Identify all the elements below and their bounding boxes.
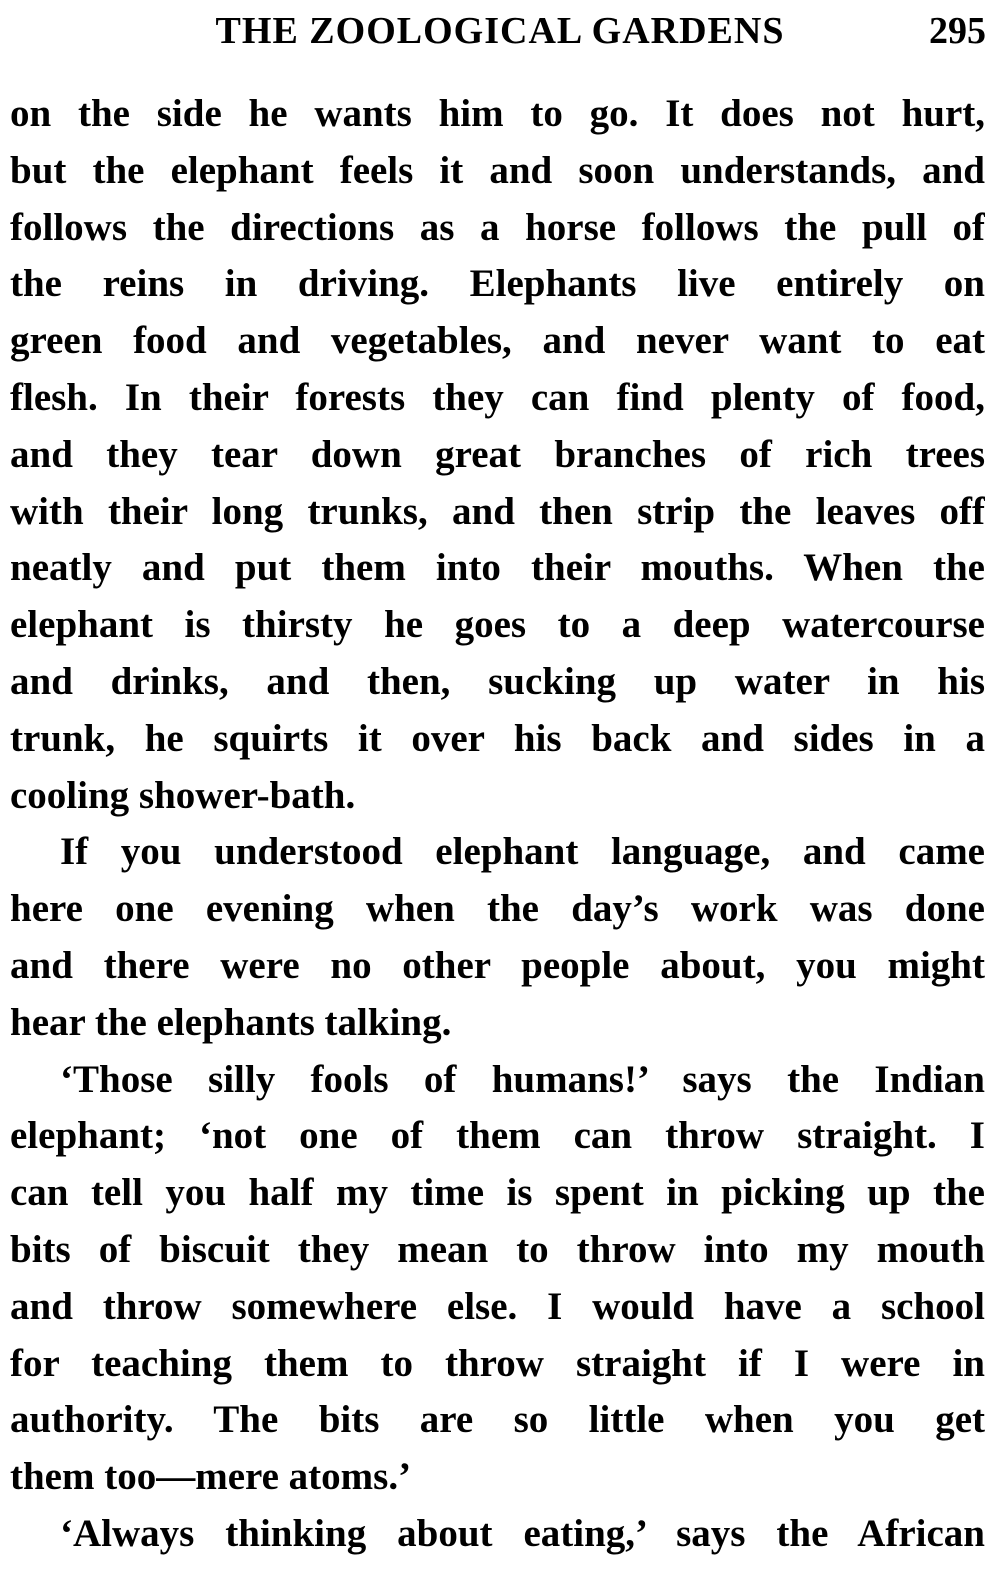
- text-line: but the elephant feels it and soon understands, and: [10, 148, 985, 192]
- text-line: cooling shower-bath.: [10, 773, 356, 817]
- page-number: 295: [929, 10, 986, 52]
- text-line: flesh. In their forests they can find plenty of food,: [10, 375, 985, 419]
- text-line: follows the directions as a horse follows the pull of: [10, 205, 985, 249]
- text-line: elephant is thirsty he goes to a deep watercourse: [10, 603, 985, 647]
- text-line: If you understood elephant language, and came: [60, 830, 985, 874]
- text-line: neatly and put them into their mouths. When the: [10, 546, 985, 590]
- running-title: THE ZOOLOGICAL GARDENS: [215, 10, 785, 52]
- text-line: on the side he wants him to go. It does not hurt,: [10, 92, 985, 135]
- text-line: green food and vegetables, and never want to eat: [10, 319, 985, 363]
- text-line: and there were no other people about, you might: [10, 943, 985, 987]
- running-header: [0, 6, 1000, 56]
- text-line: ‘Those silly fools of humans!’ says the Indian: [60, 1057, 985, 1101]
- text-line: the reins in driving. Elephants live entirely on: [10, 262, 985, 306]
- text-line: can tell you half my time is spent in picking up the: [10, 1171, 985, 1215]
- text-line: and drinks, and then, sucking up water in his: [10, 659, 985, 703]
- text-line: elephant; ‘not one of them can throw straight. I: [10, 1114, 985, 1158]
- text-line: trunk, he squirts it over his back and sides in a: [10, 716, 985, 760]
- body-text: [10, 86, 985, 1563]
- text-line: them too—mere atoms.’: [10, 1455, 412, 1499]
- text-line: and throw somewhere else. I would have a school: [10, 1284, 985, 1328]
- text-line: bits of biscuit they mean to throw into my mouth: [10, 1227, 985, 1271]
- text-line: here one evening when the day’s work was done: [10, 887, 985, 931]
- text-line: authority. The bits are so little when you get: [10, 1398, 985, 1442]
- text-line: ‘Always thinking about eating,’ says the African: [60, 1511, 985, 1555]
- text-line: for teaching them to throw straight if I were in: [10, 1341, 985, 1385]
- text-line: and they tear down great branches of rich trees: [10, 432, 985, 476]
- text-line: hear the elephants talking.: [10, 1000, 452, 1044]
- text-line: with their long trunks, and then strip the leaves off: [10, 489, 985, 533]
